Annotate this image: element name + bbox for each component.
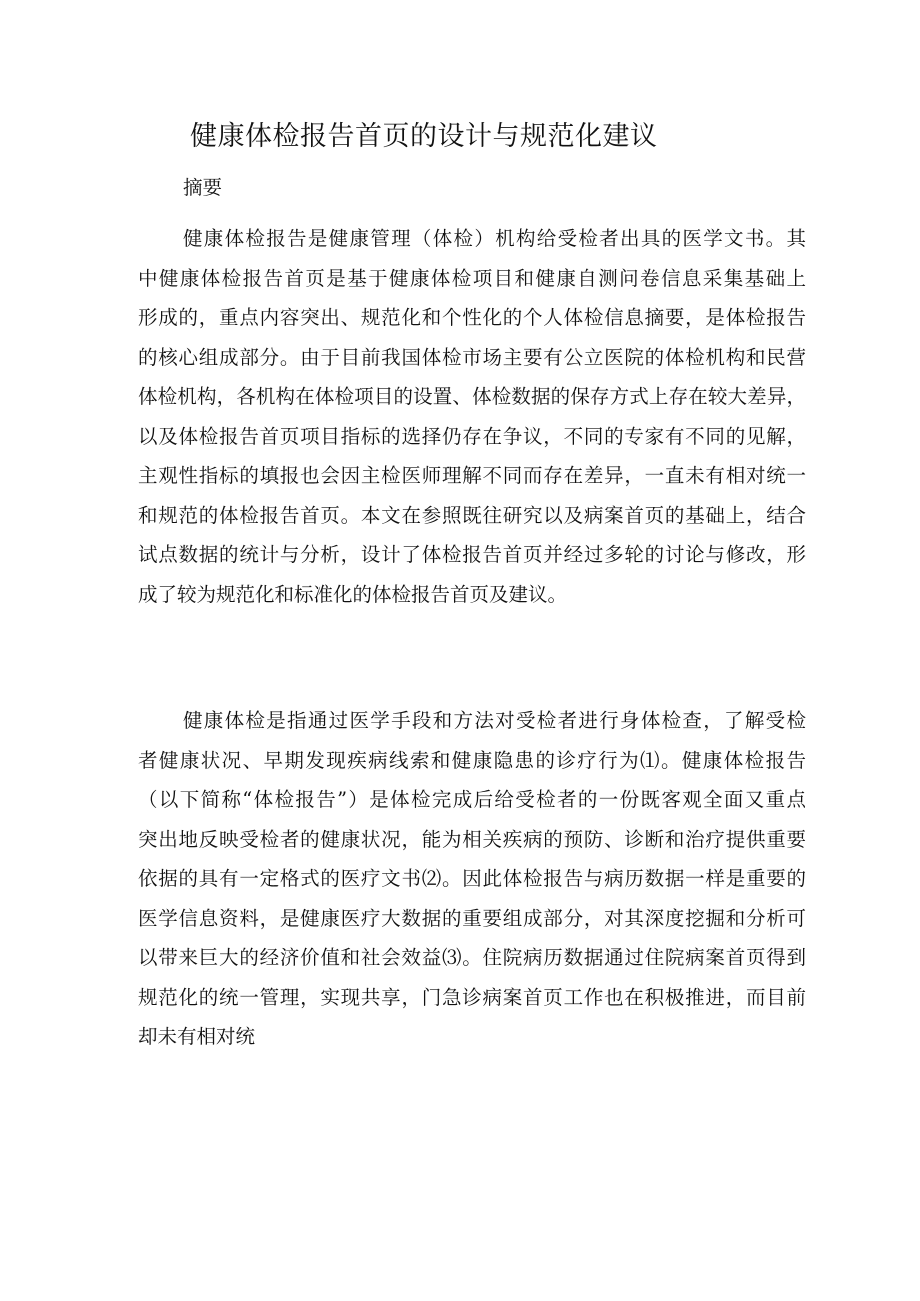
paragraph-line: 试点数据的统计与分析，设计了体检报告首页并经过多轮的讨论与修改，形 [138,543,806,566]
paragraph-line: 健康体检报告是健康管理（体检）机构给受检者出具的医学文书。其 [183,227,806,250]
abstract-heading: 摘要 [183,176,223,199]
paragraph-line: 却未有相对统 [138,1025,256,1048]
paragraph-line: 突出地反映受检者的健康状况，能为相关疾病的预防、诊断和治疗提供重要 [138,827,806,851]
body-paragraph [138,701,806,1057]
paragraph-line: 医学信息资料，是健康医疗大数据的重要组成部分，对其深度挖掘和分析可 [138,906,806,930]
paragraph-line: 以及体检报告首页项目指标的选择仍存在争议，不同的专家有不同的见解， [138,424,806,448]
paragraph-line: 的核心组成部分。由于目前我国体检市场主要有公立医院的体检机构和民营 [138,345,806,369]
paragraph-line: 形成的，重点内容突出、规范化和个性化的个人体检信息摘要，是体检报告 [138,306,806,329]
paragraph-line: 健康体检是指通过医学手段和方法对受检者进行身体检查，了解受检 [183,709,806,732]
paragraph-line: 规范化的统一管理，实现共享，门急诊病案首页工作也在积极推进，而目前 [138,985,806,1009]
paragraph-line: 依据的具有一定格式的医疗文书⑵。因此体检报告与病历数据一样是重要的 [138,867,806,890]
abstract-paragraph [138,219,806,614]
paragraph-line: 成了较为规范化和标准化的体检报告首页及建议。 [138,582,568,606]
paragraph-line: 体检机构，各机构在体检项目的设置、体检数据的保存方式上存在较大差异， [138,385,806,408]
document-title: 健康体检报告首页的设计与规范化建议 [190,121,658,152]
paragraph-line: 以带来巨大的经济价值和社会效益⑶。住院病历数据通过住院病案首页得到 [138,946,806,969]
paragraph-line: 中健康体检报告首页是基于健康体检项目和健康自测问卷信息采集基础上 [138,266,806,290]
paragraph-line: 主观性指标的填报也会因主检医师理解不同而存在差异，一直未有相对统一 [138,464,806,487]
paragraph-line: 者健康状况、早期发现疾病线索和健康隐患的诊疗行为⑴。健康体检报告 [138,748,806,772]
paragraph-line: 和规范的体检报告首页。本文在参照既往研究以及病案首页的基础上，结合 [138,503,806,527]
paragraph-line: （以下简称“体检报告”）是体检完成后给受检者的一份既客观全面又重点 [138,788,806,811]
